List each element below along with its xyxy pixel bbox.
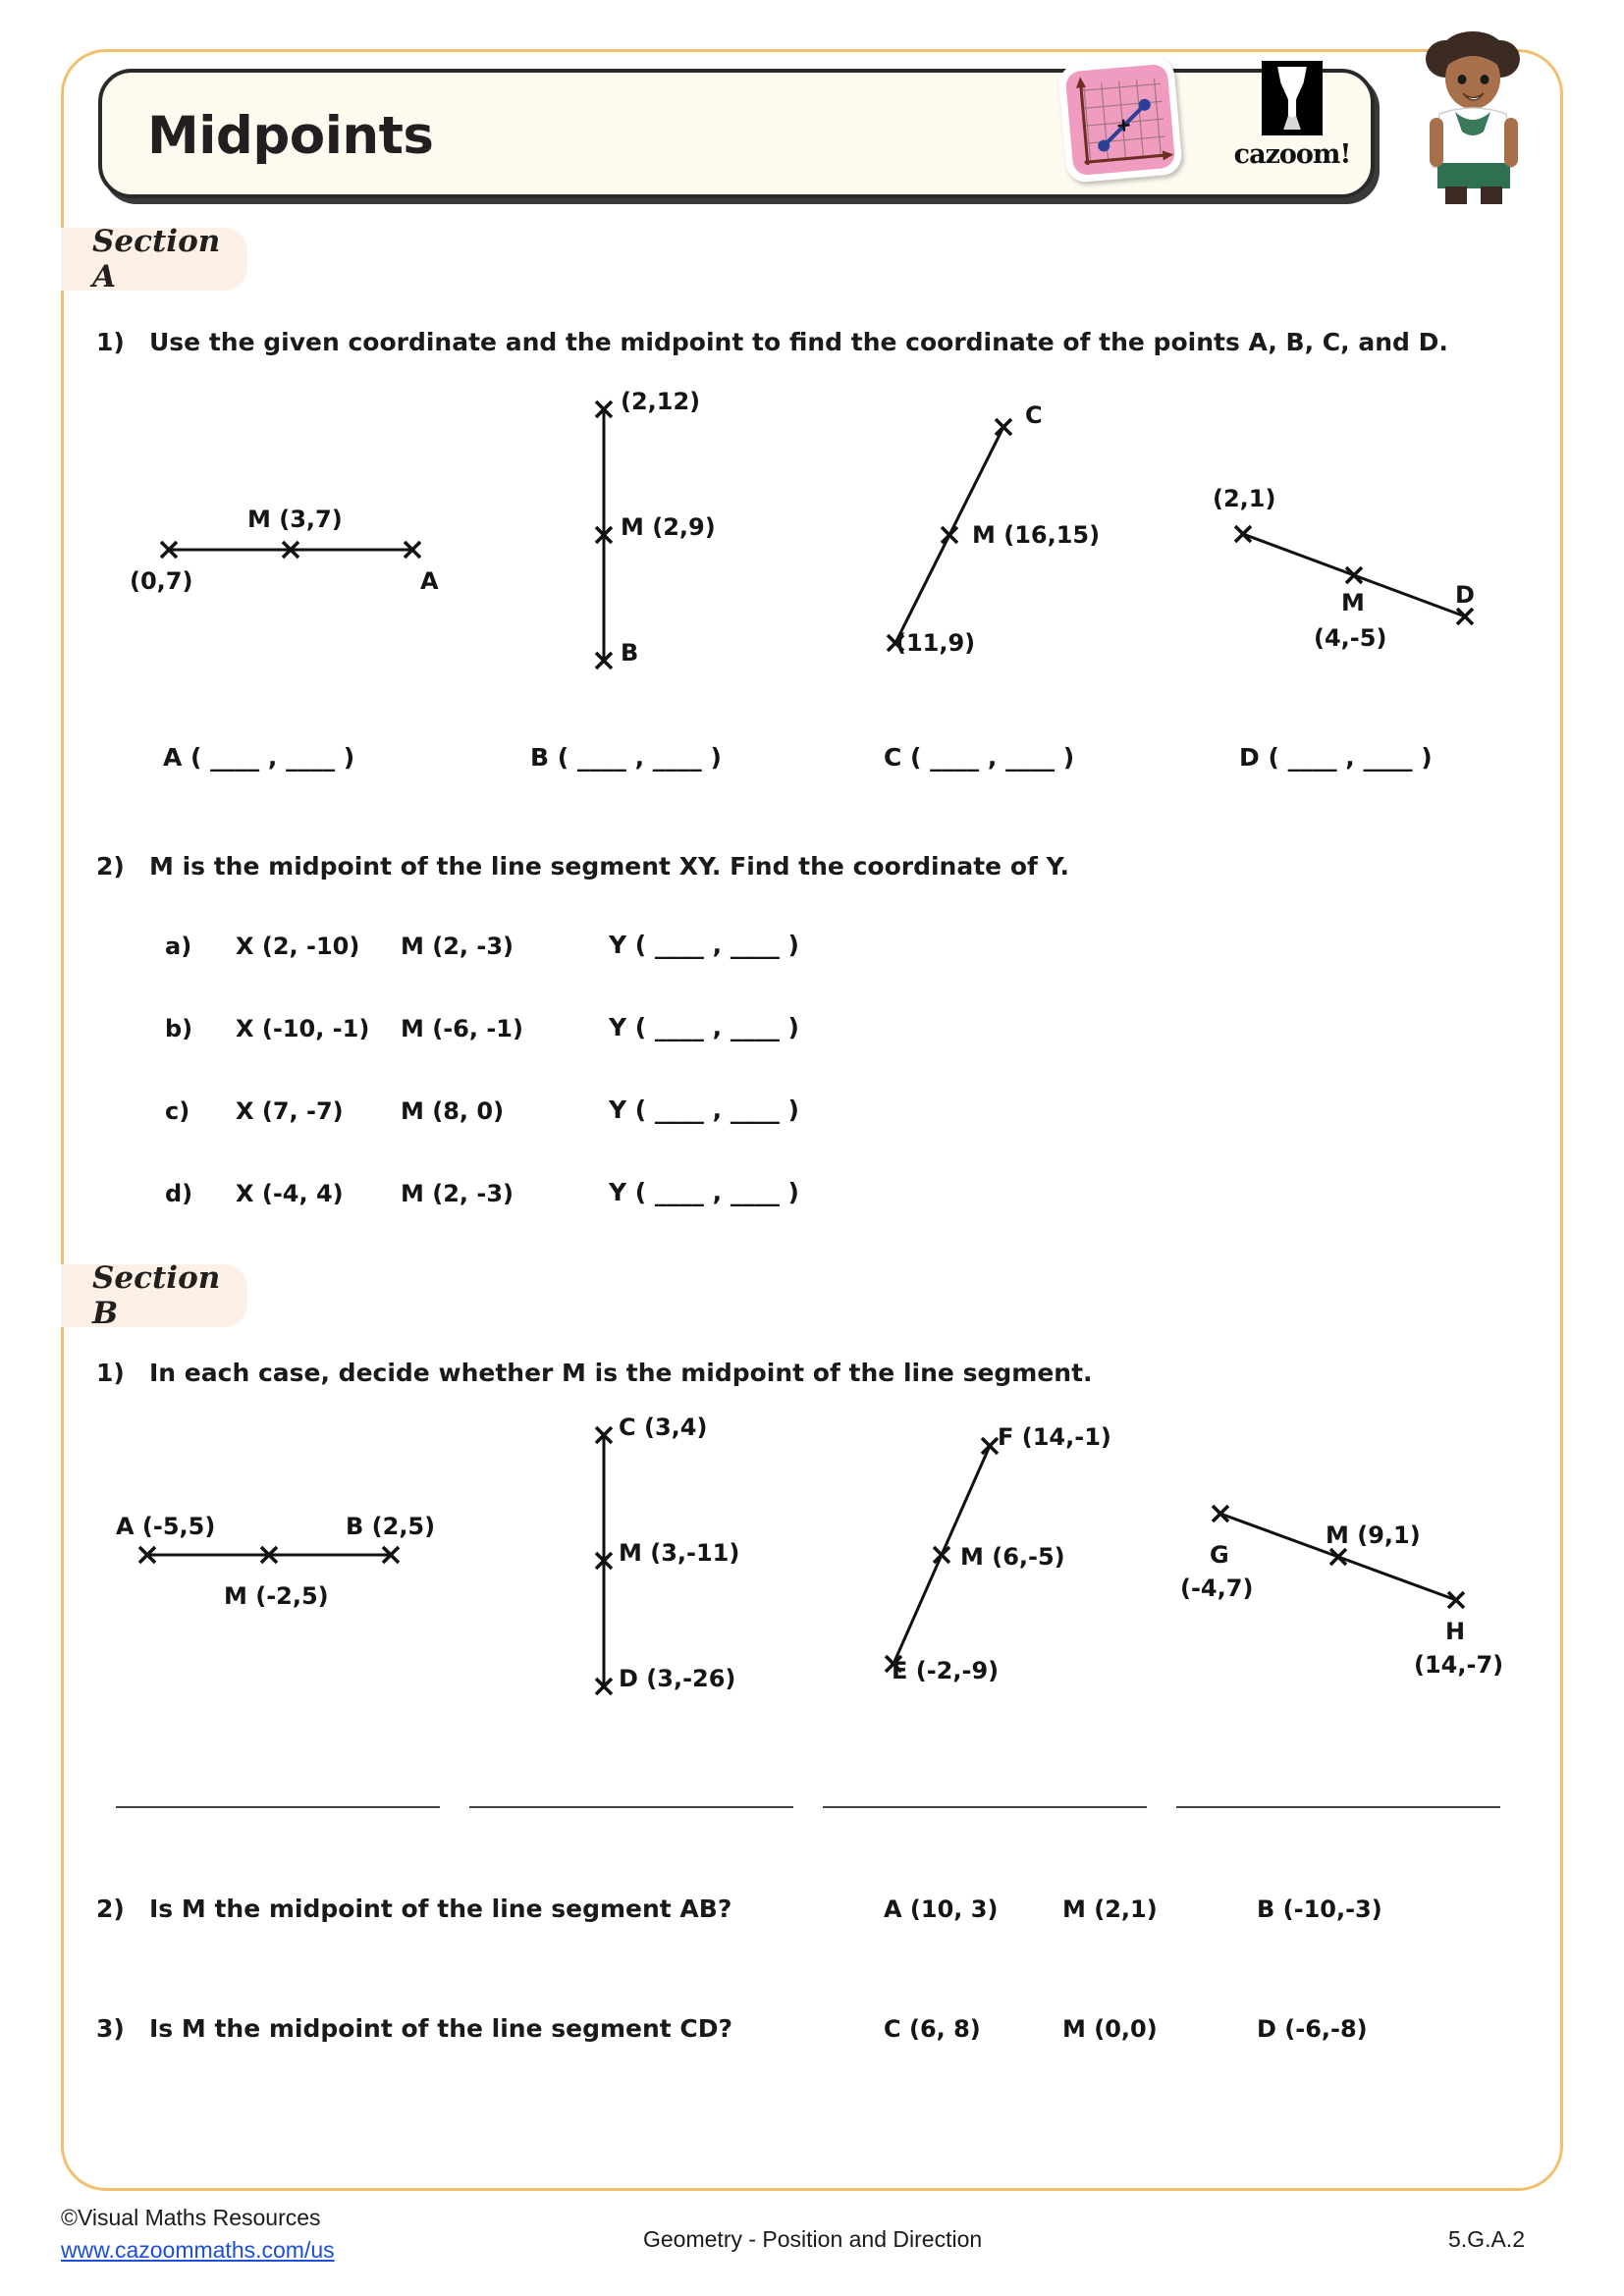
answer-slot-d[interactable]: D ( ____ , ____ ): [1239, 743, 1433, 772]
title-bar: [98, 69, 1375, 198]
q2-item-a-letter: a): [165, 933, 192, 960]
section-b-q2-point-b: B (-10,-3): [1257, 1896, 1382, 1923]
section-b-q3-number: 3): [96, 2014, 125, 2043]
diagram-a4-mid-coord: (4,-5): [1314, 624, 1387, 652]
diagram-b2-end-label: D (3,-26): [619, 1665, 736, 1692]
diagram-a4: [1218, 510, 1492, 643]
diagram-b4-end-letter: H: [1445, 1618, 1466, 1645]
answer-slot-b[interactable]: B ( ____ , ____ ): [530, 743, 722, 772]
q2-item-c-letter: c): [165, 1097, 190, 1125]
q2-item-a-x: X (2, -10): [236, 933, 360, 960]
section-b-label: Section B: [92, 1260, 221, 1331]
section-a-q2-text: M is the midpoint of the line segment XY. Find the coordinate of Y.: [149, 852, 1070, 881]
diagram-a3-start-label: (11,9): [895, 629, 976, 657]
diagram-b2-start-label: C (3,4): [619, 1414, 708, 1441]
section-b-banner: [61, 1260, 247, 1331]
q2-item-d-m: M (2, -3): [401, 1180, 514, 1207]
footer-copyright: ©Visual Maths Resources: [61, 2205, 321, 2230]
page-title: Midpoints: [147, 106, 434, 166]
coordinate-graph-icon: [1057, 56, 1183, 184]
diagram-b3-mid-label: M (6,-5): [960, 1543, 1065, 1571]
section-b-q2-point-a: A (10, 3): [884, 1896, 999, 1923]
diagram-b4-end-coord: (14,-7): [1414, 1651, 1504, 1679]
diagram-a2-start-label: (2,12): [621, 388, 701, 415]
answer-line-2[interactable]: [469, 1806, 793, 1808]
diagram-a1-start-label: (0,7): [130, 567, 193, 595]
diagram-a3-end-label: C: [1025, 401, 1043, 429]
diagram-b1-start-label: A (-5,5): [116, 1513, 216, 1540]
answer-slot-c[interactable]: C ( ____ , ____ ): [884, 743, 1075, 772]
cazoom-vase-icon: [1262, 61, 1323, 135]
section-a-q1-number: 1): [96, 328, 125, 356]
footer-topic: Geometry - Position and Direction: [643, 2226, 983, 2252]
section-b-q2-point-m: M (2,1): [1062, 1896, 1158, 1923]
diagram-b4: [1193, 1492, 1488, 1634]
section-b-q1-number: 1): [96, 1359, 125, 1387]
diagram-b4-mid-label: M (9,1): [1326, 1522, 1421, 1549]
diagram-a4-mid-letter: M: [1341, 589, 1365, 616]
section-b-q3-point-c: C (6, 8): [884, 2015, 981, 2043]
diagram-a1-end-label: A: [420, 567, 439, 595]
footer-standard-code: 5.G.A.2: [1448, 2226, 1525, 2252]
q2-item-c-answer[interactable]: Y ( ____ , ____ ): [609, 1095, 799, 1124]
cazoom-logo: [1233, 61, 1351, 181]
q2-item-a-answer[interactable]: Y ( ____ , ____ ): [609, 931, 799, 959]
diagram-b3-start-label: E (-2,-9): [892, 1657, 1000, 1684]
diagram-a2-end-label: B: [621, 639, 639, 667]
section-b-q1-text: In each case, decide whether M is the midpoint of the line segment.: [149, 1359, 1093, 1387]
diagram-b4-start-coord: (-4,7): [1180, 1575, 1254, 1602]
footer-website-link[interactable]: www.cazoommaths.com/us: [61, 2237, 335, 2263]
q2-item-b-m: M (-6, -1): [401, 1015, 523, 1042]
diagram-a3-mid-label: M (16,15): [972, 521, 1101, 549]
section-a-q2-number: 2): [96, 852, 125, 881]
answer-line-3[interactable]: [823, 1806, 1147, 1808]
section-a-q1-text: Use the given coordinate and the midpoint to find the coordinate of the points A, B, C, and D.: [149, 328, 1448, 356]
diagram-a4-end-label: D: [1455, 581, 1475, 609]
q2-item-b-answer[interactable]: Y ( ____ , ____ ): [609, 1013, 799, 1041]
q2-item-c-m: M (8, 0): [401, 1097, 505, 1125]
q2-item-b-x: X (-10, -1): [236, 1015, 370, 1042]
q2-item-d-letter: d): [165, 1180, 193, 1207]
answer-line-1[interactable]: [116, 1806, 440, 1808]
section-a-banner: [61, 224, 247, 294]
q2-item-c-x: X (7, -7): [236, 1097, 344, 1125]
diagram-b3-end-label: F (14,-1): [998, 1423, 1111, 1451]
cazoom-wordmark: cazoom!: [1233, 139, 1351, 170]
section-b-q3-point-d: D (-6,-8): [1257, 2015, 1368, 2043]
q2-item-b-letter: b): [165, 1015, 193, 1042]
section-b-q2-number: 2): [96, 1895, 125, 1923]
q2-item-a-m: M (2, -3): [401, 933, 514, 960]
q2-item-d-x: X (-4, 4): [236, 1180, 344, 1207]
diagram-a1-mid-label: M (3,7): [247, 506, 343, 533]
answer-slot-a[interactable]: A ( ____ , ____ ): [163, 743, 355, 772]
diagram-b1-end-label: B (2,5): [346, 1513, 436, 1540]
diagram-a4-start-label: (2,1): [1213, 485, 1276, 512]
mascot-student-avatar: [1410, 24, 1538, 210]
diagram-a2-mid-label: M (2,9): [621, 513, 716, 541]
section-b-q3-text: Is M the midpoint of the line segment CD?: [149, 2014, 733, 2043]
section-a-label: Section A: [92, 224, 221, 294]
section-b-q2-text: Is M the midpoint of the line segment AB?: [149, 1895, 732, 1923]
diagram-b1-mid-label: M (-2,5): [224, 1582, 329, 1610]
q2-item-d-answer[interactable]: Y ( ____ , ____ ): [609, 1178, 799, 1206]
section-b-q3-point-m: M (0,0): [1062, 2015, 1158, 2043]
diagram-b2-mid-label: M (3,-11): [619, 1539, 740, 1567]
answer-line-4[interactable]: [1176, 1806, 1500, 1808]
diagram-b4-start-letter: G: [1210, 1541, 1229, 1569]
